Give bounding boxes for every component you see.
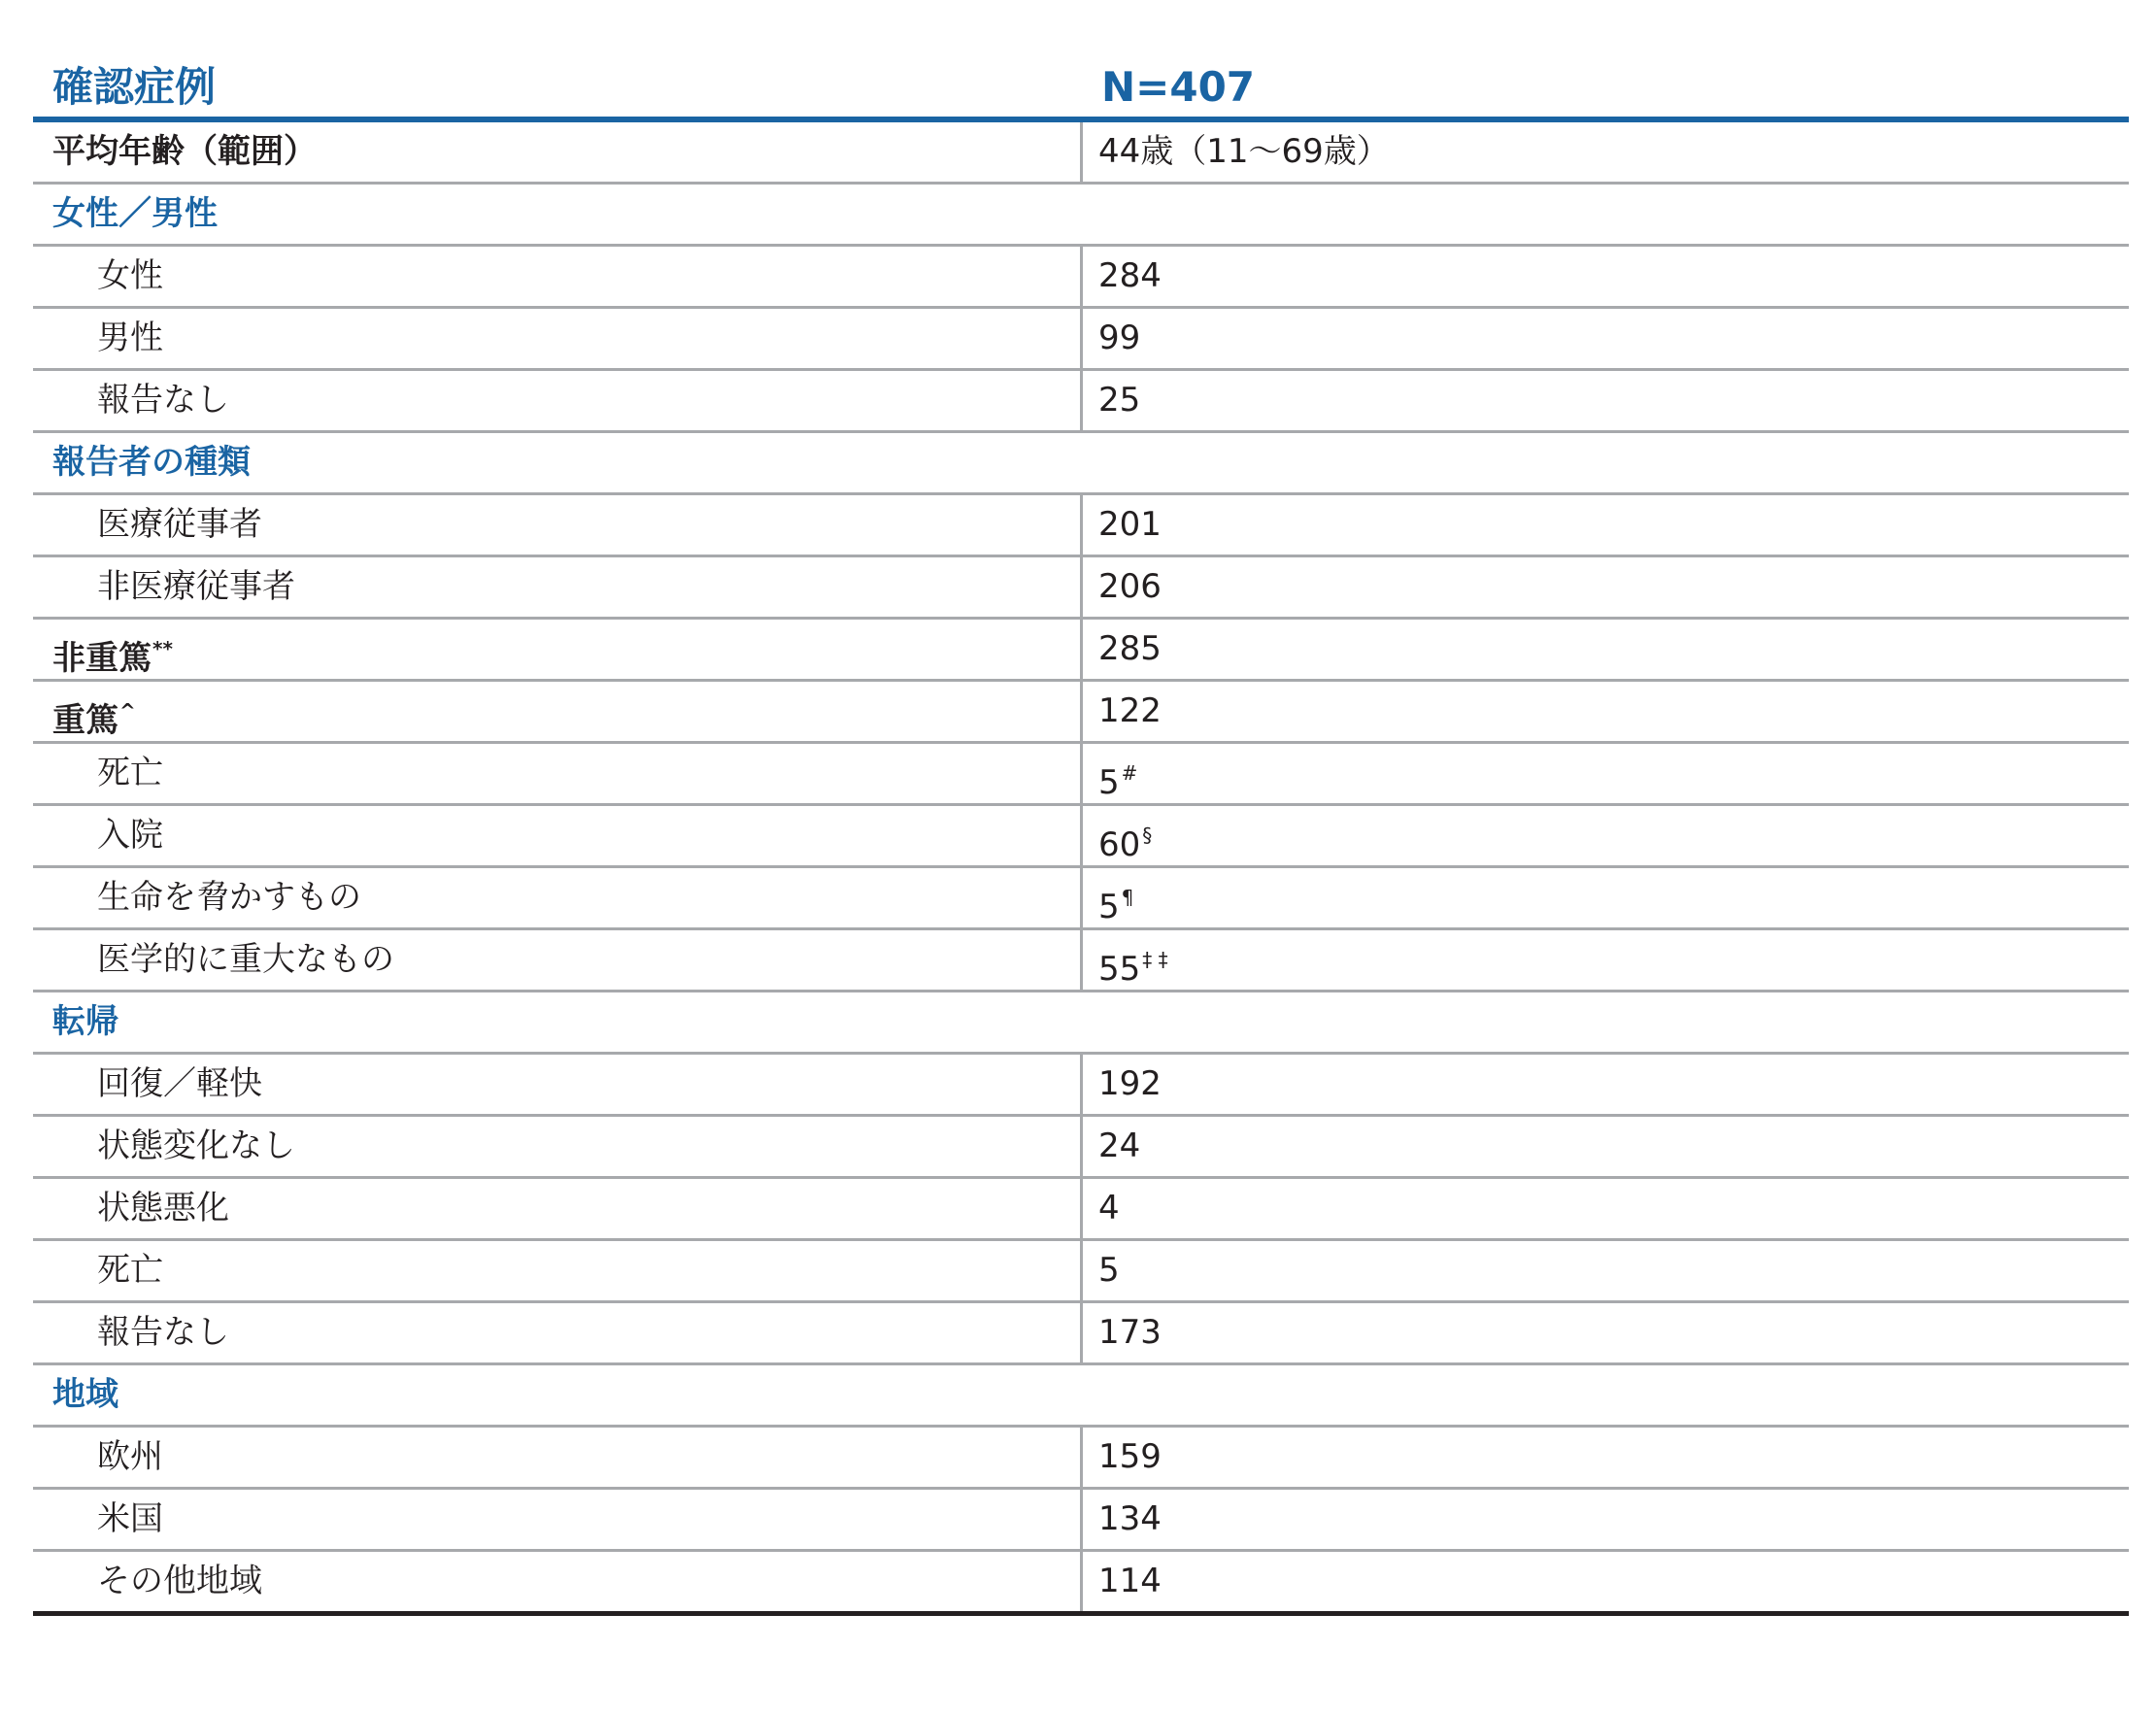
row-label-text: 女性 — [97, 256, 163, 295]
row-value — [1098, 806, 1152, 875]
row-label-text: 平均年齢（範囲） — [52, 132, 317, 171]
row-value — [1098, 495, 1162, 555]
table-row — [33, 930, 2129, 992]
row-value-text: 192 — [1098, 1064, 1162, 1103]
column-divider — [1080, 1303, 1083, 1362]
row-value-text: 24 — [1098, 1127, 1141, 1165]
table-row — [33, 1490, 2129, 1552]
column-divider — [1080, 868, 1083, 927]
table-row — [33, 495, 2129, 557]
row-value — [1098, 620, 1162, 679]
row-value-text: 114 — [1098, 1562, 1162, 1600]
row-value — [1098, 930, 1168, 999]
section-label — [52, 992, 118, 1052]
row-label-text: 状態変化なし — [97, 1127, 295, 1165]
row-label — [97, 1117, 295, 1176]
table-row — [33, 1428, 2129, 1490]
row-label — [97, 495, 262, 555]
row-value — [1098, 371, 1140, 430]
row-label — [97, 1490, 163, 1549]
table-row — [33, 247, 2129, 309]
row-label — [97, 371, 229, 430]
row-value-text: 60 — [1098, 825, 1141, 864]
column-divider — [1080, 744, 1083, 803]
table-row — [33, 1241, 2129, 1303]
row-label-text: 転帰 — [52, 1002, 118, 1041]
row-label-text: その他地域 — [97, 1562, 262, 1600]
row-label — [97, 557, 295, 617]
row-label-text: 非医療従事者 — [97, 567, 295, 606]
row-label — [97, 1303, 229, 1362]
row-label-text: 米国 — [97, 1499, 163, 1538]
footnote-mark: ¶ — [1121, 886, 1134, 909]
row-label — [97, 806, 163, 865]
table-row — [33, 806, 2129, 868]
section-label — [52, 1365, 118, 1425]
row-label — [97, 247, 163, 306]
column-divider — [1080, 371, 1083, 430]
section-row — [33, 433, 2129, 495]
row-value-text: 206 — [1098, 567, 1162, 606]
row-label — [97, 1179, 229, 1238]
table-row — [33, 682, 2129, 744]
row-value-text: 173 — [1098, 1313, 1162, 1352]
table-row — [33, 1303, 2129, 1365]
column-divider — [1080, 1490, 1083, 1549]
table-row — [33, 309, 2129, 371]
table-body — [33, 122, 2129, 1616]
column-divider — [1080, 620, 1083, 679]
row-value — [1098, 1117, 1140, 1176]
row-value — [1098, 1241, 1120, 1300]
row-value-text: 99 — [1098, 319, 1141, 357]
column-divider — [1080, 557, 1083, 617]
section-label — [52, 433, 251, 492]
table-row — [33, 1055, 2129, 1117]
row-value — [1098, 682, 1162, 741]
table-header — [33, 49, 2129, 122]
row-label-text: 回復／軽快 — [97, 1064, 262, 1103]
column-divider — [1080, 495, 1083, 555]
table-row — [33, 1552, 2129, 1616]
row-value-text: 55 — [1098, 950, 1141, 989]
row-label — [52, 620, 173, 689]
row-label-text: 重篤 — [52, 701, 118, 740]
row-label-text: 生命を脅かすもの — [97, 878, 361, 917]
row-label-text: 医学的に重大なもの — [97, 940, 394, 979]
footnote-mark: ‡ ‡ — [1142, 948, 1168, 971]
table-row — [33, 620, 2129, 682]
column-divider — [1080, 1055, 1083, 1114]
row-value — [1098, 247, 1162, 306]
section-row — [33, 185, 2129, 247]
row-label — [97, 1428, 163, 1487]
row-label-text: 非重篤 — [52, 639, 152, 678]
row-label-text: 男性 — [97, 319, 163, 357]
column-divider — [1080, 1552, 1083, 1611]
row-label — [97, 930, 394, 990]
header-label: 確認症例 — [52, 63, 217, 111]
row-label-text: 死亡 — [97, 1251, 163, 1290]
row-value-text: 5 — [1098, 1251, 1120, 1290]
column-divider — [1080, 122, 1083, 182]
section-row — [33, 992, 2129, 1055]
column-divider — [1080, 247, 1083, 306]
section-label — [52, 185, 218, 244]
table-row — [33, 1117, 2129, 1179]
row-value — [1098, 1552, 1162, 1611]
row-label — [97, 868, 361, 927]
column-divider — [1080, 930, 1083, 990]
row-label-text: 報告なし — [97, 1313, 229, 1352]
row-value-text: 285 — [1098, 629, 1162, 668]
section-row — [33, 1365, 2129, 1428]
row-value-text: 134 — [1098, 1499, 1162, 1538]
row-label — [97, 744, 163, 803]
row-value-text: 5 — [1098, 888, 1120, 926]
header-value: N=407 — [1101, 63, 1256, 111]
row-label-text: 報告者の種類 — [52, 443, 251, 482]
row-value-text: 44歳（11〜69歳） — [1098, 132, 1390, 171]
column-divider — [1080, 1241, 1083, 1300]
row-value — [1098, 557, 1162, 617]
column-divider — [1080, 309, 1083, 368]
row-value-text: 284 — [1098, 256, 1162, 295]
row-value-text: 122 — [1098, 691, 1162, 730]
case-table — [33, 49, 2129, 1616]
row-value — [1098, 1055, 1162, 1114]
row-label — [52, 682, 136, 751]
row-label — [97, 1055, 262, 1114]
row-value-text: 159 — [1098, 1437, 1162, 1476]
footnote-mark: # — [1121, 761, 1138, 785]
row-value-text: 201 — [1098, 505, 1162, 544]
table-row — [33, 371, 2129, 433]
row-label-text: 地域 — [52, 1375, 118, 1414]
column-divider — [1080, 1117, 1083, 1176]
row-label — [97, 309, 163, 368]
row-value — [1098, 868, 1133, 937]
row-value-text: 5 — [1098, 763, 1120, 802]
column-divider — [1080, 682, 1083, 741]
row-value — [1098, 1179, 1120, 1238]
row-label-text: 報告なし — [97, 381, 229, 420]
row-value — [1098, 1490, 1162, 1549]
row-value — [1098, 1428, 1162, 1487]
row-label — [52, 122, 317, 182]
row-label-text: 状態悪化 — [97, 1189, 229, 1227]
row-label-text: 女性／男性 — [52, 194, 218, 233]
row-label — [97, 1241, 163, 1300]
row-label — [97, 1552, 262, 1611]
row-value — [1098, 122, 1390, 182]
table-row — [33, 122, 2129, 185]
column-divider — [1080, 1428, 1083, 1487]
row-label-text: 死亡 — [97, 754, 163, 792]
row-label-text: 医療従事者 — [97, 505, 262, 544]
footnote-mark: ^ — [119, 699, 136, 723]
row-label-text: 欧州 — [97, 1437, 163, 1476]
table-row — [33, 557, 2129, 620]
row-value — [1098, 1303, 1162, 1362]
table-row — [33, 868, 2129, 930]
row-value-text: 4 — [1098, 1189, 1120, 1227]
row-value-text: 25 — [1098, 381, 1141, 420]
table-row — [33, 1179, 2129, 1241]
table-row — [33, 744, 2129, 806]
row-label-text: 入院 — [97, 816, 163, 855]
column-divider — [1080, 806, 1083, 865]
row-value — [1098, 309, 1140, 368]
footnote-mark: § — [1142, 824, 1153, 847]
column-divider — [1080, 1179, 1083, 1238]
footnote-mark: ** — [152, 637, 173, 660]
row-value — [1098, 744, 1137, 813]
